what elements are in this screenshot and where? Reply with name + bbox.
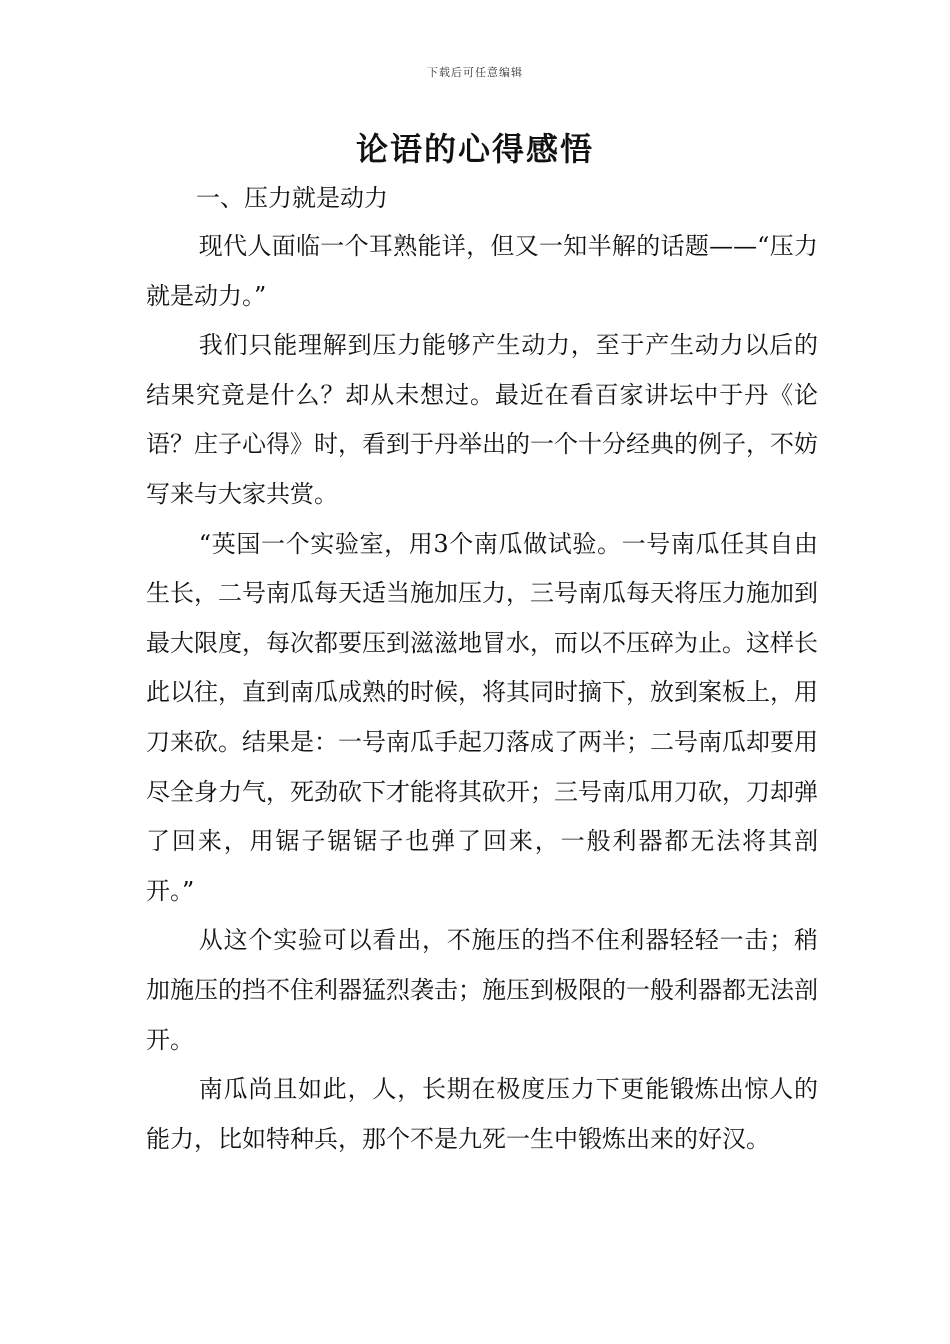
document-title: 论语的心得感悟 bbox=[355, 130, 594, 168]
paragraph: 现代人面临一个耳熟能详，但又一知半解的话题——“压力就是动力。” bbox=[146, 232, 818, 310]
paragraph: 我们只能理解到压力能够产生动力，至于产生动力以后的结果究竟是什么？却从未想过。最近在看百家讲坛中于丹《论语？庄子心得》时，看到于丹举出的一个十分经典的例子，不妨写来与大家共赏。 bbox=[146, 331, 818, 508]
header-note: 下载后可任意编辑 bbox=[427, 66, 523, 79]
paragraph: 从这个实验可以看出，不施压的挡不住利器轻轻一击；稍加施压的挡不住利器猛烈袭击；施压到极限的一般利器都无法剖开。 bbox=[146, 926, 818, 1054]
body-text bbox=[146, 222, 818, 1164]
paragraph: “英国一个实验室，用3个南瓜做试验。一号南瓜任其自由生长，二号南瓜每天适当施加压力，三号南瓜每天将压力施加到最大限度，每次都要压到滋滋地冒水，而以不压碎为止。这样长此以往，直到南瓜成熟的时候，将其同时摘下，放到案板上，用刀来砍。结果是：一号南瓜手起刀落成了两半；二号南瓜却要用尽全身力气，死劲砍下才能将其砍开；三号南瓜用刀砍，刀却弹了回来，用锯子锯锯子也弹了回来，一般利器都无法将其剖开。” bbox=[146, 529, 818, 905]
paragraph: 南瓜尚且如此，人，长期在极度压力下更能锻炼出惊人的能力，比如特种兵，那个不是九死一生中锻炼出来的好汉。 bbox=[146, 1075, 818, 1153]
section-heading: 一、压力就是动力 bbox=[196, 184, 388, 212]
